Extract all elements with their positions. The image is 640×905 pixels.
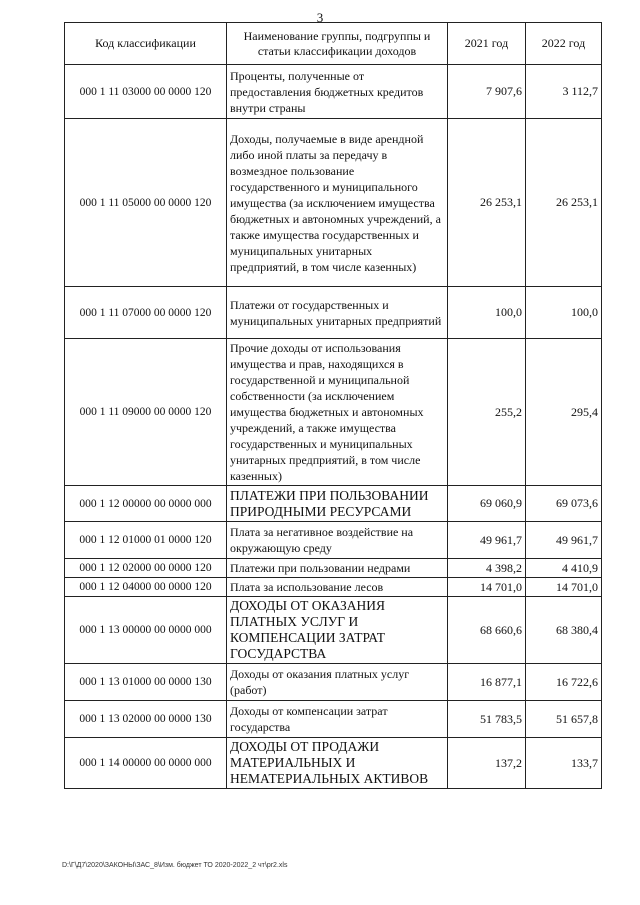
table-row [65, 287, 602, 339]
row-code: 000 1 12 04000 00 0000 120 [65, 578, 227, 597]
row-name: Доходы от компенсации затрат государства [227, 701, 448, 738]
row-value-2022: 16 722,6 [526, 664, 602, 701]
row-value-2022: 4 410,9 [526, 559, 602, 578]
row-code: 000 1 13 01000 00 0000 130 [65, 664, 227, 701]
row-code: 000 1 11 03000 00 0000 120 [65, 65, 227, 119]
header-year-2022: 2022 год [526, 23, 602, 65]
header-code: Код классификации [65, 23, 227, 65]
row-code: 000 1 11 05000 00 0000 120 [65, 119, 227, 287]
row-value-2022: 14 701,0 [526, 578, 602, 597]
row-value-2022: 49 961,7 [526, 522, 602, 559]
row-value-2022: 26 253,1 [526, 119, 602, 287]
row-value-2021: 7 907,6 [448, 65, 526, 119]
row-value-2021: 4 398,2 [448, 559, 526, 578]
table-row [65, 738, 602, 789]
row-value-2021: 68 660,6 [448, 597, 526, 664]
table-row [65, 701, 602, 738]
table-header-row [65, 23, 602, 65]
table-row [65, 486, 602, 522]
row-name: Плата за использование лесов [227, 578, 448, 597]
header-year-2021: 2021 год [448, 23, 526, 65]
header-name: Наименование группы, подгруппы и статьи классификации доходов [227, 23, 448, 65]
row-value-2021: 14 701,0 [448, 578, 526, 597]
row-name: Плата за негативное воздействие на окружающую среду [227, 522, 448, 559]
row-value-2021: 16 877,1 [448, 664, 526, 701]
row-value-2021: 51 783,5 [448, 701, 526, 738]
row-value-2022: 51 657,8 [526, 701, 602, 738]
row-name: Платежи от государственных и муниципальных унитарных предприятий [227, 287, 448, 339]
table-row [65, 578, 602, 597]
row-code: 000 1 13 00000 00 0000 000 [65, 597, 227, 664]
row-value-2021: 49 961,7 [448, 522, 526, 559]
row-name: Прочие доходы от использования имущества и прав, находящихся в государственной и муниципальной собственности (за исключением имущества бюджетных и автономных учреждений, а также имущества государственных и муниципальных унитарных предприятий, в том числе казенных) [227, 339, 448, 486]
row-value-2021: 69 060,9 [448, 486, 526, 522]
table-row [65, 522, 602, 559]
table-row [65, 65, 602, 119]
page-number: 3 [316, 10, 324, 25]
row-value-2021: 255,2 [448, 339, 526, 486]
row-name: ПЛАТЕЖИ ПРИ ПОЛЬЗОВАНИИ ПРИРОДНЫМИ РЕСУРСАМИ [227, 486, 448, 522]
row-value-2021: 137,2 [448, 738, 526, 789]
row-code: 000 1 11 07000 00 0000 120 [65, 287, 227, 339]
row-value-2022: 3 112,7 [526, 65, 602, 119]
table-row [65, 664, 602, 701]
row-code: 000 1 12 01000 01 0000 120 [65, 522, 227, 559]
row-code: 000 1 11 09000 00 0000 120 [65, 339, 227, 486]
row-name: Проценты, полученные от предоставления бюджетных кредитов внутри страны [227, 65, 448, 119]
income-classification-table [64, 22, 602, 789]
row-name: ДОХОДЫ ОТ ПРОДАЖИ МАТЕРИАЛЬНЫХ И НЕМАТЕРИАЛЬНЫХ АКТИВОВ [227, 738, 448, 789]
table-row [65, 559, 602, 578]
row-value-2022: 295,4 [526, 339, 602, 486]
row-value-2022: 68 380,4 [526, 597, 602, 664]
row-value-2022: 133,7 [526, 738, 602, 789]
row-name: ДОХОДЫ ОТ ОКАЗАНИЯ ПЛАТНЫХ УСЛУГ И КОМПЕНСАЦИИ ЗАТРАТ ГОСУДАРСТВА [227, 597, 448, 664]
row-value-2022: 69 073,6 [526, 486, 602, 522]
row-code: 000 1 14 00000 00 0000 000 [65, 738, 227, 789]
table-row [65, 339, 602, 486]
row-value-2021: 26 253,1 [448, 119, 526, 287]
row-value-2022: 100,0 [526, 287, 602, 339]
row-code: 000 1 12 02000 00 0000 120 [65, 559, 227, 578]
file-path-footer: D:\Г\Д7\2020\ЗАКОНЫ\ЗАС_8\Изм. бюджет ТО 2020-2022_2 чт\pr2.xls [62, 862, 288, 869]
row-name: Доходы от оказания платных услуг (работ) [227, 664, 448, 701]
table-row [65, 119, 602, 287]
row-code: 000 1 13 02000 00 0000 130 [65, 701, 227, 738]
row-value-2021: 100,0 [448, 287, 526, 339]
row-code: 000 1 12 00000 00 0000 000 [65, 486, 227, 522]
row-name: Платежи при пользовании недрами [227, 559, 448, 578]
row-name: Доходы, получаемые в виде арендной либо иной платы за передачу в возмездное пользование государственного и муниципального имущества (за исключением имущества бюджетных и автономных учреждений, а также имущества государственных и муниципальных унитарных предприятий, в том числе казенных) [227, 119, 448, 287]
table-row [65, 597, 602, 664]
